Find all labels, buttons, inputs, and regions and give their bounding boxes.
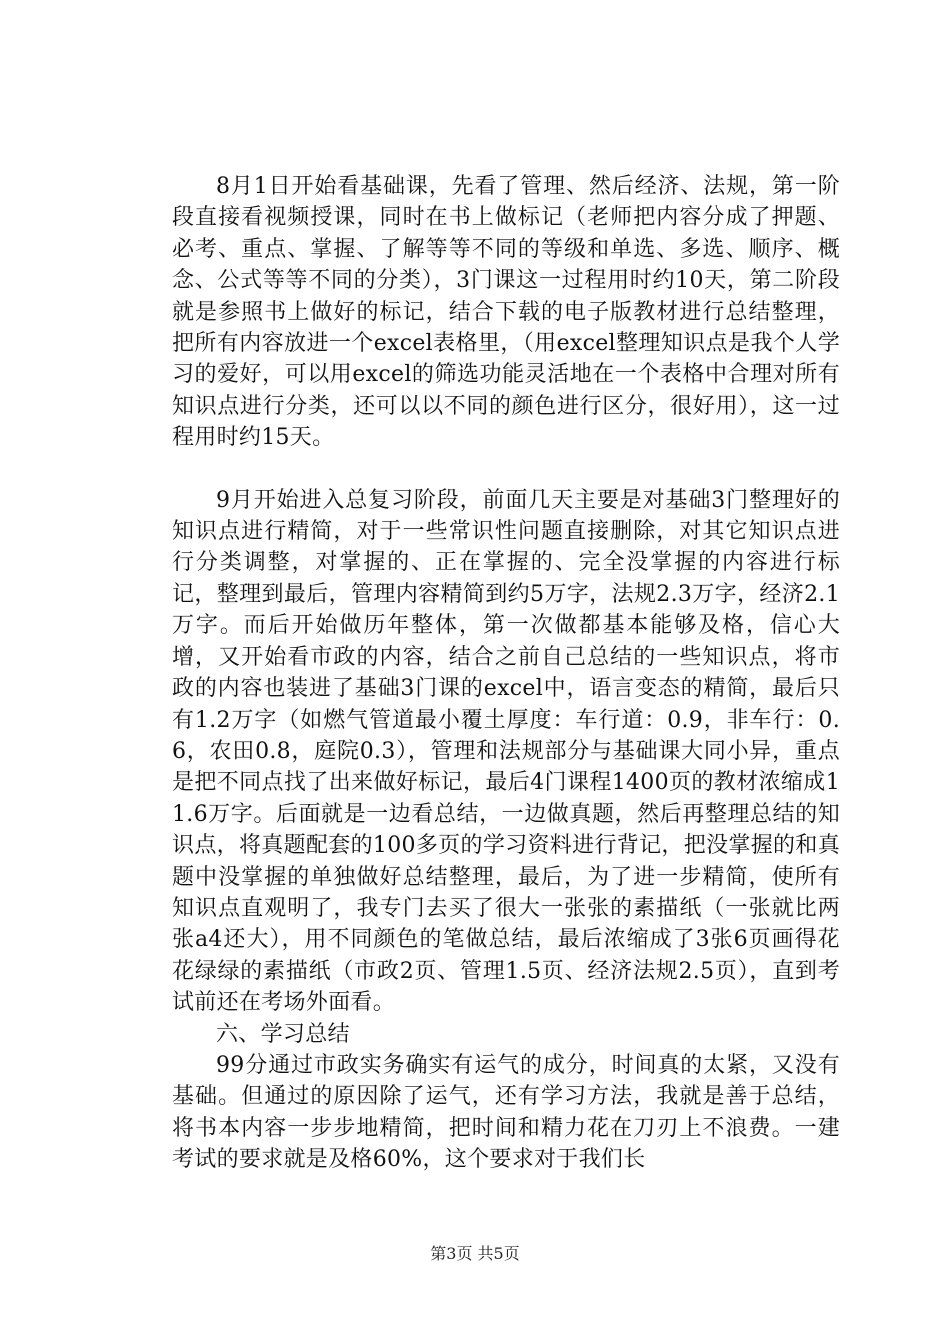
document-body	[172, 171, 840, 1176]
paragraph-summary: 99分通过市政实务确实有运气的成分，时间真的太紧，又没有基础。但通过的原因除了运气，还有学习方法，我就是善于总结，将书本内容一步步地精简，把时间和精力花在刀刃上不浪费。一建考试的要求就是及格60%，这个要求对于我们长	[172, 1052, 840, 1173]
paragraph-review-stage: 9月开始进入总复习阶段，前面几天主要是对基础3门整理好的知识点进行精简，对于一些常识性问题直接删除，对其它知识点进行分类调整，对掌握的、正在掌握的、完全没掌握的内容进行标记，整理到最后，管理内容精简到约5万字，法规2.3万字，经济2.1万字。而后开始做历年整体，第一次做都基本能够及格，信心大增，又开始看市政的内容，结合之前自己总结的一些知识点，将市政的内容也装进了基础3门课的excel中，语言变态的精简，最后只有1.2万字（如燃气管道最小覆土厚度：车行道：0.9，非车行：0.6，农田0.8，庭院0.3），管理和法规部分与基础课大同小异，重点是把不同点找了出来做好标记，最后4门课程1400页的教材浓缩成11.6万字。后面就是一边看总结，一边做真题，然后再整理总结的知识点，将真题配套的100多页的学习资料进行背记，把没掌握的和真题中没掌握的单独做好总结整理，最后，为了进一步精简，使所有知识点直观明了，我专门去买了很大一张张的素描纸（一张就比两张a4还大），用不同颜色的笔做总结，最后浓缩成了3张6页画得花花绿绿的素描纸（市政2页、管理1.5页、经济法规2.5页），直到考试前还在考场外面看。	[172, 487, 840, 1016]
page-number-footer: 第3页 共5页	[430, 1244, 520, 1263]
section-heading: 六、学习总结	[216, 1021, 350, 1047]
paragraph-study-basics: 8月1日开始看基础课，先看了管理、然后经济、法规，第一阶段直接看视频授课，同时在书上做标记（老师把内容分成了押题、必考、重点、掌握、了解等等不同的等级和单选、多选、顺序、概念、公式等等不同的分类），3门课这一过程用时约10天，第二阶段就是参照书上做好的标记，结合下载的电子版教材进行总结整理，把所有内容放进一个excel表格里，（用excel整理知识点是我个人学习的爱好，可以用excel的筛选功能灵活地在一个表格中合理对所有知识点进行分类，还可以以不同的颜色进行区分，很好用），这一过程用时约15天。	[172, 174, 840, 451]
